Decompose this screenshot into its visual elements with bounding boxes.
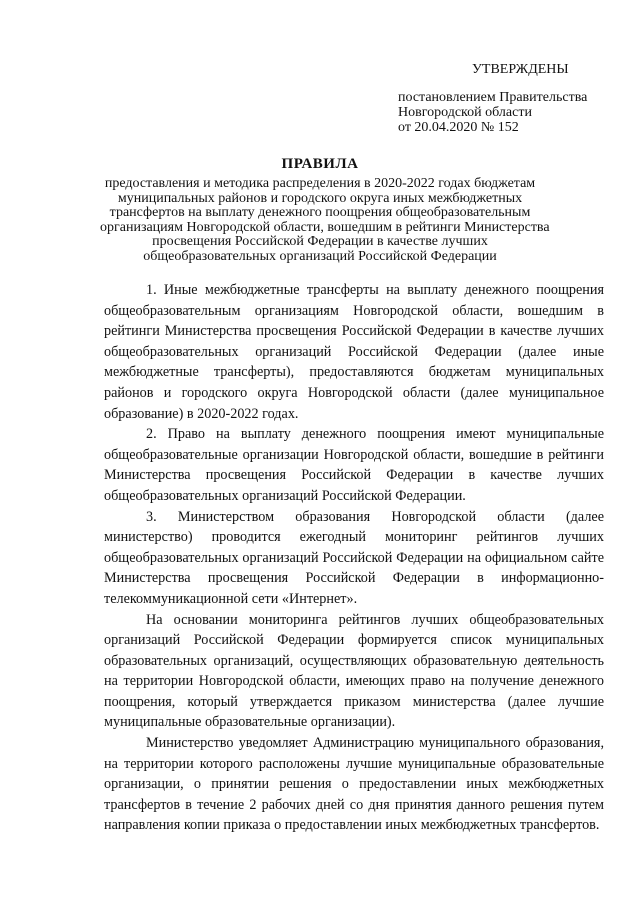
approval-block <box>398 62 587 135</box>
document-title: ПРАВИЛА <box>281 156 359 172</box>
paragraph-2: 2. Право на выплату денежного поощрения имеют муниципальные общеобразовательные организации Новгородской области, вошедшие в рейтинги Министерства просвещения Российской Федерации в качестве лучших общеобразовательных организаций Российской Федерации. <box>104 426 604 504</box>
subtitle-line: общеобразовательных организаций Российской Федерации <box>143 248 497 264</box>
approval-line-3: от 20.04.2020 № 152 <box>398 120 519 135</box>
subtitle-line: просвещения Российской Федерации в качестве лучших <box>152 234 488 249</box>
subtitle-line: предоставления и методика распределения в 2020-2022 годах бюджетам <box>104 176 536 191</box>
subtitle-line: трансфертов на выплату денежного поощрения общеобразовательным <box>109 205 531 220</box>
document-subtitle <box>100 176 550 264</box>
paragraph-1: 1. Иные межбюджетные трансферты на выплату денежного поощрения общеобразовательным организациям Новгородской области, вошедшим в рейтинги Министерства просвещения Российской Федерации в качестве лучших общеобразовательных организаций Российской Федерации (далее иные межбюджетные трансферты), предоставляются бюджетам муниципальных районов и городского округа Новгородской области (далее муниципальное образование) в 2020-2022 годах. <box>104 282 604 422</box>
paragraph-5: Министерство уведомляет Администрацию муниципального образования, на территории которого расположены лучшие муниципальные образовательные организации, о принятии решения о предоставлении иных межбюджетных трансфертов в течение 2 рабочих дней со дня принятия данного решения путем направления копии приказа о предоставлении иных межбюджетных трансфертов. <box>104 735 604 834</box>
scan-edge-mark <box>634 6 640 20</box>
approval-line-1: постановлением Правительства <box>398 90 588 105</box>
approval-title: УТВЕРЖДЕНЫ <box>472 62 569 77</box>
approval-line-2: Новгородской области <box>398 105 532 120</box>
document-body <box>104 280 604 836</box>
paragraph-4: На основании мониторинга рейтингов лучших общеобразовательных организаций Российской Федерации формируется список муниципальных образовательных организаций, осуществляющих образовательную деятельность на территории Новгородской области, имеющих право на получение денежного поощрения, который утверждается приказом министерства (далее лучшие муниципальные образовательные организации). <box>104 611 604 731</box>
subtitle-line: муниципальных районов и городского округа иных межбюджетных <box>117 190 523 206</box>
paragraph-3: 3. Министерством образования Новгородской области (далее министерство) проводится ежегодный мониторинг рейтингов лучших общеобразовательных организаций Российской Федерации на официальном сайте Министерства просвещения Российской Федерации в информационно-телекоммуникационной сети «Интернет». <box>104 508 604 607</box>
subtitle-line: организациям Новгородской области, вошедшим в рейтинги Министерства <box>100 219 550 235</box>
